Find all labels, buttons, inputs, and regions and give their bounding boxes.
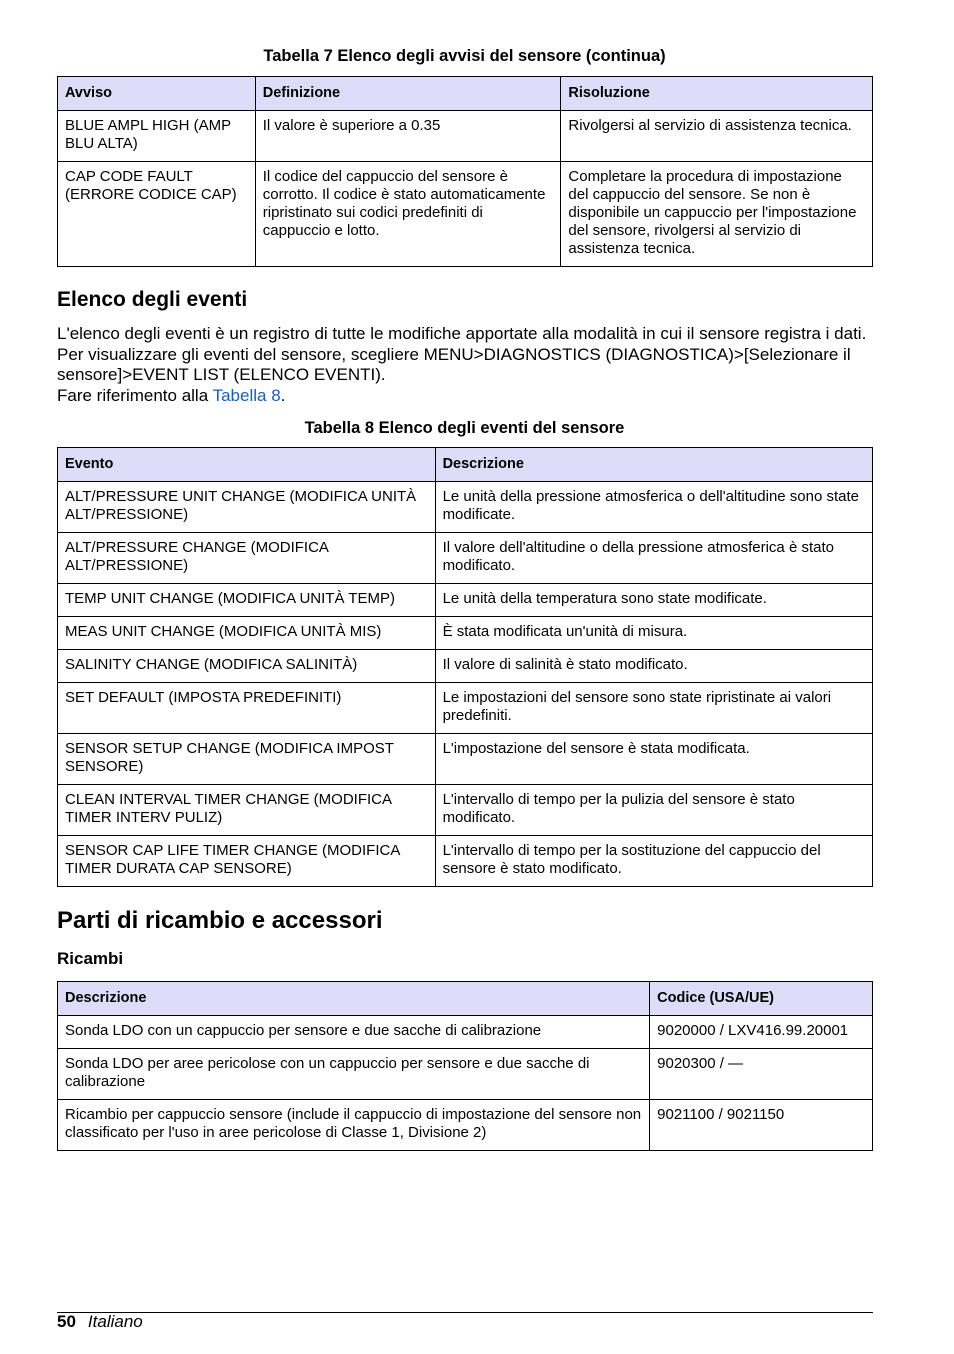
- parts-table: [57, 981, 873, 1151]
- table7: [57, 76, 873, 267]
- events-paragraph: [57, 324, 877, 406]
- table-cell: Le unità della temperatura sono state modificate.: [435, 584, 872, 617]
- table-cell: CAP CODE FAULT (ERRORE CODICE CAP): [58, 162, 256, 267]
- table-row: [58, 836, 873, 887]
- table-cell: È stata modificata un'unità di misura.: [435, 617, 872, 650]
- reference-prefix: Fare riferimento alla: [57, 385, 213, 405]
- table8-header-row: [58, 448, 873, 482]
- table7-header-row: [58, 77, 873, 111]
- table-cell: SALINITY CHANGE (MODIFICA SALINITÀ): [58, 650, 436, 683]
- table8-header-cell: Descrizione: [435, 448, 872, 482]
- table-cell: MEAS UNIT CHANGE (MODIFICA UNITÀ MIS): [58, 617, 436, 650]
- table-cell: Sonda LDO per aree pericolose con un cappuccio per sensore e due sacche di calibrazione: [58, 1049, 650, 1100]
- table8-header-cell: Evento: [58, 448, 436, 482]
- table8-caption: Tabella 8 Elenco degli eventi del sensore: [304, 419, 625, 437]
- table-row: [58, 734, 873, 785]
- table-cell: L'intervallo di tempo per la pulizia del sensore è stato modificato.: [435, 785, 872, 836]
- table-cell: 9020000 / LXV416.99.20001: [650, 1016, 873, 1049]
- parts-table-header-row: [58, 982, 873, 1016]
- table-row: [58, 111, 873, 162]
- table7-caption: Tabella 7 Elenco degli avvisi del sensore (continua): [263, 47, 666, 65]
- table-cell: ALT/PRESSURE UNIT CHANGE (MODIFICA UNITÀ ALT/PRESSIONE): [58, 482, 436, 533]
- table-cell: Sonda LDO con un cappuccio per sensore e due sacche di calibrazione: [58, 1016, 650, 1049]
- table7-header-cell: Avviso: [58, 77, 256, 111]
- table-cell: Il valore dell'altitudine o della pressione atmosferica è stato modificato.: [435, 533, 872, 584]
- table7-header-cell: Risoluzione: [561, 77, 873, 111]
- table-row: [58, 785, 873, 836]
- footer-divider: [57, 1312, 873, 1313]
- table-row: [58, 533, 873, 584]
- events-paragraph-text: L'elenco degli eventi è un registro di tutte le modifiche apportate alla modalità in cui il sensore registra i dati. Per visualizzare gli eventi del sensore, scegliere MENU>DIAGNOSTICS (DIAGNOSTICA)>[Selezionare il sensore]>EVENT LIST (ELENCO EVENTI).: [57, 324, 867, 384]
- parts-table-header-cell: Codice (USA/UE): [650, 982, 873, 1016]
- table-row: [58, 162, 873, 267]
- table-cell: SENSOR SETUP CHANGE (MODIFICA IMPOST SENSORE): [58, 734, 436, 785]
- table-cell: SET DEFAULT (IMPOSTA PREDEFINITI): [58, 683, 436, 734]
- table-row: [58, 1100, 873, 1151]
- table-cell: Il codice del cappuccio del sensore è corrotto. Il codice è stato automaticamente ripristinato sui codici predefiniti di cappuccio e lotto.: [255, 162, 561, 267]
- table-cell: CLEAN INTERVAL TIMER CHANGE (MODIFICA TIMER INTERV PULIZ): [58, 785, 436, 836]
- subheading-ricambi: Ricambi: [57, 949, 124, 968]
- section-heading-events: Elenco degli eventi: [57, 288, 248, 311]
- table-cell: TEMP UNIT CHANGE (MODIFICA UNITÀ TEMP): [58, 584, 436, 617]
- table-row: [58, 1016, 873, 1049]
- table-cell: Completare la procedura di impostazione del cappuccio del sensore. Se non è disponibile un cappuccio per l'impostazione del sensore, rivolgersi al servizio di assistenza tecnica.: [561, 162, 873, 267]
- table-cell: BLUE AMPL HIGH (AMP BLU ALTA): [58, 111, 256, 162]
- parts-table-header-cell: Descrizione: [58, 982, 650, 1016]
- reference-suffix: .: [280, 385, 286, 405]
- table-row: [58, 584, 873, 617]
- table-cell: L'intervallo di tempo per la sostituzione del cappuccio del sensore è stato modificato.: [435, 836, 872, 887]
- table-cell: L'impostazione del sensore è stata modificata.: [435, 734, 872, 785]
- table-row: [58, 482, 873, 533]
- table-cell: Rivolgersi al servizio di assistenza tecnica.: [561, 111, 873, 162]
- table-row: [58, 617, 873, 650]
- table-row: [58, 1049, 873, 1100]
- table-cell: SENSOR CAP LIFE TIMER CHANGE (MODIFICA TIMER DURATA CAP SENSORE): [58, 836, 436, 887]
- table-cell: Le unità della pressione atmosferica o dell'altitudine sono state modificate.: [435, 482, 872, 533]
- table8-link[interactable]: Tabella 8: [212, 385, 281, 405]
- table7-header-cell: Definizione: [255, 77, 561, 111]
- table-cell: ALT/PRESSURE CHANGE (MODIFICA ALT/PRESSIONE): [58, 533, 436, 584]
- table-cell: Ricambio per cappuccio sensore (include il cappuccio di impostazione del sensore non classificato per l'uso in aree pericolose di Classe 1, Divisione 2): [58, 1100, 650, 1151]
- page-footer: [57, 1312, 143, 1332]
- table-row: [58, 650, 873, 683]
- table-row: [58, 683, 873, 734]
- table-cell: 9020300 / —: [650, 1049, 873, 1100]
- table-cell: Il valore è superiore a 0.35: [255, 111, 561, 162]
- section-heading-parts: Parti di ricambio e accessori: [57, 907, 383, 934]
- footer-language: Italiano: [87, 1312, 143, 1331]
- table8: [57, 447, 873, 887]
- table-cell: Le impostazioni del sensore sono state ripristinate ai valori predefiniti.: [435, 683, 872, 734]
- table-cell: Il valore di salinità è stato modificato.: [435, 650, 872, 683]
- page-number: 50: [57, 1312, 76, 1331]
- table-cell: 9021100 / 9021150: [650, 1100, 873, 1151]
